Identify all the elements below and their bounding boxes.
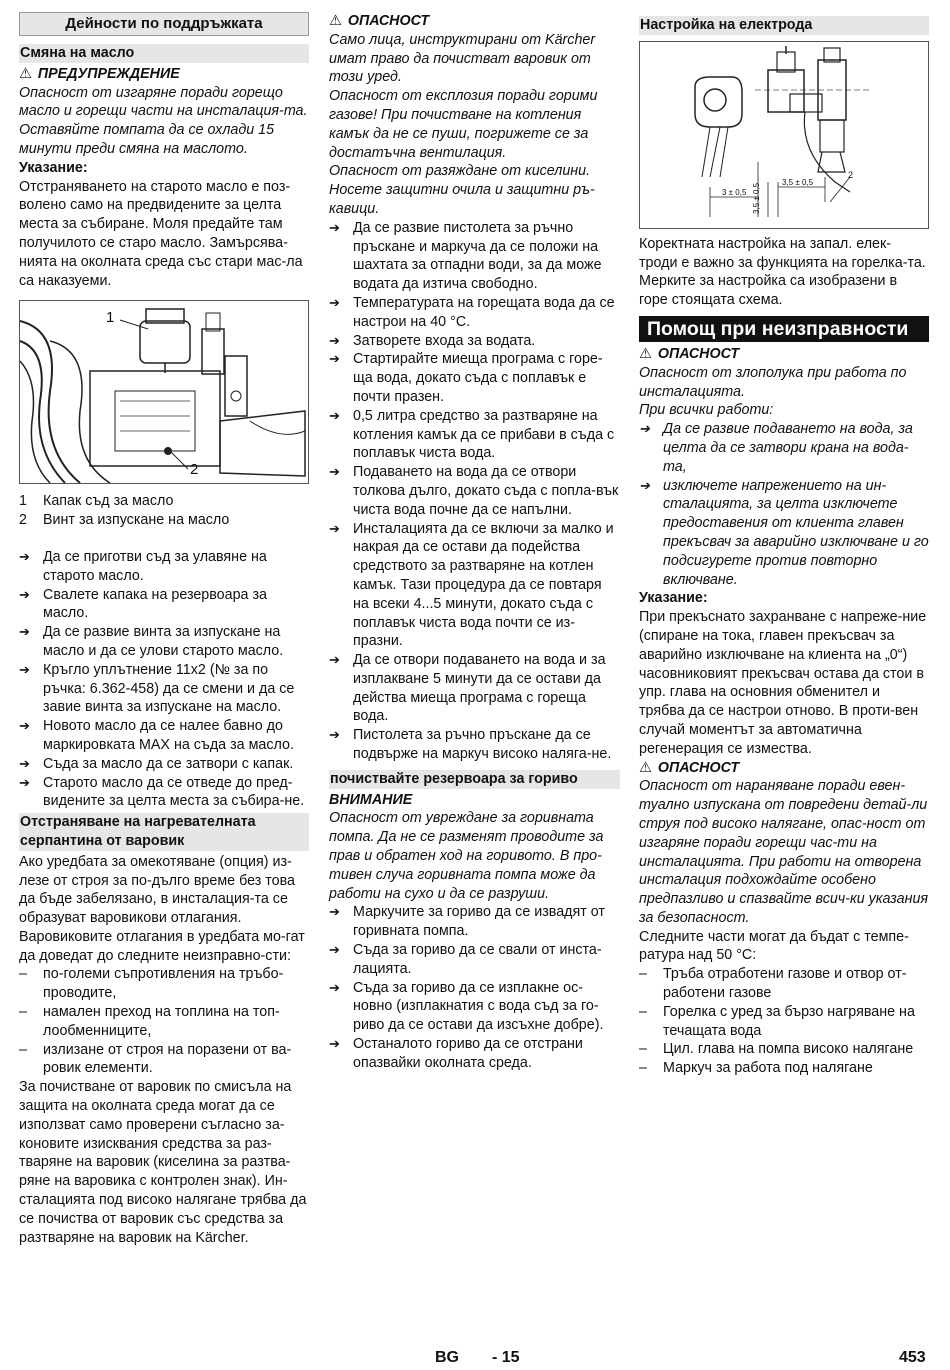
list-item: – по-големи съпротивления на тръбо-проводите, [19, 965, 309, 1003]
electrode-text: Коректната настройка на запал. елек-троди е важно за функцията на горелка-та. Мерките за настройка са изобразени в горе стоящата схема. [639, 235, 926, 309]
legend-item: 2 Винт за изпускане на масло [19, 512, 230, 529]
list-item: – намален преход на топлина на топ-лообменниците, [19, 1003, 309, 1041]
step-item: ➔ Стартирайте миеща програма с горе-ща вода, докато съда с поплавък е почти празен. [329, 350, 620, 406]
hot-parts-list [639, 965, 929, 1078]
step-item: ➔ Затворете входа за водата. [329, 332, 620, 351]
danger-text: Опасност от нараняване поради евен-туално изпускана от повредени детай-ли струя под високо налягане, опас-ност от изгаряне поради горещи час-ти на инсталацията. При работи на отворена инсталация подхождайте особено предпазливо и спазвайте всич-ки указания за безопасност. [639, 778, 929, 926]
figure-callout-1: 1 [106, 309, 115, 327]
section-heading-electrode: Настройка на електрода [639, 16, 929, 35]
step-item: ➔ Да се развие винта за изпускане на масло и да се улови старото масло. [19, 623, 309, 661]
descaling-steps [329, 219, 620, 764]
warning-heading [19, 65, 309, 84]
list-item: – излизане от строя на поразени от ва-ровик елементи. [19, 1041, 309, 1079]
list-item: – Горелка с уред за бързо нагряване на течащата вода [639, 1003, 929, 1041]
step-item: ➔ Кръгло уплътнение 11x2 (№ за по ръчка: 6.362-458) да се смени и да се завие винта за изпускане на масло. [19, 661, 309, 717]
legend-item: 1 Капак съд за масло [19, 493, 174, 510]
warning-triangle-icon: ⚠ [19, 65, 32, 82]
danger-text: Само лица, инструктирани от Kärcher имат право да почистват варовик от този уред. [329, 31, 596, 86]
note-label: Указание: [639, 590, 708, 607]
step-item: ➔ Старото масло да се отведе до пред-видените за целта места за събира-не. [19, 774, 309, 812]
step-item: ➔ Да се приготви съд за улавяне на старото масло. [19, 548, 309, 586]
list-item: – Тръба отработени газове и отвор от-работени газове [639, 965, 929, 1003]
descaling-intro: Ако уредбата за омекотяване (опция) из-лезе от строя за по-дълго време без това да бъде забелязано, в инсталация-та се образуват варовикови отлагания. Варовиковите отлагания в уредбата мо-гат да доведат до следните неизправно-сти: [19, 853, 305, 964]
danger-text: Опасност от експлозия поради горими газове! При почистване на котления камък да не се пуши, погрижете се за достатъчна вентилация. [329, 88, 598, 161]
step-item: ➔ Температурата на горещата вода да се настрои на 40 °C. [329, 294, 620, 332]
step-item: ➔ Подаването на вода да се отвори толкова дълго, докато съда с попла-вък чиста вода почне да се напълни. [329, 463, 620, 519]
attention-text: Опасност от увреждане за горивната помпа. Да не се разменят проводите за прав и обратен ход на горивото. В про-тивен случа горивната помпа може да работи на сухо и да се разруши. [329, 810, 604, 902]
step-item: ➔ Да се отвори подаването на вода и за изплакване 5 минути да се остави да действа миеща програма с гореща вода. [329, 651, 620, 726]
step-item: ➔ 0,5 литра средство за разтваряне на котления камък да се прибави в съда с поплавък чиста вода. [329, 407, 620, 463]
danger-label: ОПАСНОСТ [657, 345, 740, 362]
danger-label: ОПАСНОСТ [657, 759, 740, 776]
pump-oil-figure [19, 300, 309, 484]
step-item: ➔ изключете напрежението на ин-сталацията, за целта изключете предоставения от клиента главен прекъсвач за аварийно изключване и го подсигурете против повторно включване. [639, 477, 929, 590]
danger-text: При всички работи: [639, 402, 774, 419]
figure-callout-2: 2 [190, 461, 199, 479]
section-heading-descaling: Отстраняване на нагревателната серпантина от варовик [19, 813, 309, 851]
column-middle [329, 12, 620, 1073]
dimension-label: 2 [848, 169, 854, 180]
dimension-label: 3 ± 0,5 [722, 187, 747, 197]
column-left [19, 12, 309, 1247]
list-item: – Маркуч за работа под налягане [639, 1059, 929, 1078]
chapter-title: Дейности по поддръжката [19, 12, 309, 36]
step-item: ➔ Инсталацията да се включи за малко и накрая да се остави да подейства средството за разтваряне на котлен камък. Тази процедура да се повтаря на всеки 4...5 минути, докато съда с поплавък чиста вода почти се из-празни. [329, 520, 620, 652]
footer-page-number: 453 [899, 1349, 926, 1366]
step-item: ➔ Пистолета за ръчно пръскане да се подвърже на маркуч високо наляга-не. [329, 726, 620, 764]
warning-triangle-icon: ⚠ [639, 759, 652, 776]
warning-triangle-icon: ⚠ [329, 13, 342, 29]
descaling-outro: За почистване от варовик по смисъла на защита на околната среда могат да се използват само проверени съгласно за-коновите изисквания средства за раз-тваряне на варовик (киселина за разтва-ряне на варовика с контролен знак). Ин-сталацията под високо налягане трябва да се почиства от варовик със средства за разтваряне на варовик на Kärcher. [19, 1079, 307, 1246]
pump-illustration [20, 301, 308, 483]
step-item: ➔ Свалете капака на резервоара за масло. [19, 586, 309, 624]
step-item: ➔ Да се развие подаването на вода, за целта да се затвори крана на вода-та, [639, 420, 929, 476]
list-item: – Цил. глава на помпа високо налягане [639, 1040, 929, 1059]
descaling-consequences [19, 965, 309, 1078]
step-item: ➔ Маркучите за гориво да се извадят от горивната помпа. [329, 903, 620, 941]
dimension-label: 3,5 ± 0,5 [752, 182, 761, 214]
danger-heading [329, 12, 620, 31]
section-heading-oil-change: Смяна на масло [19, 44, 309, 63]
danger-heading [639, 759, 929, 778]
note-text: Отстраняването на старото масло е поз-волено само на предвидените за целта места за събиране. Моля предайте там получилото се старо масло. Замърсява-нията на околната среда със стари мас-ла са наказуеми. [19, 178, 303, 289]
warning-text: Опасност от изгаряне поради горещо масло и горещи части на инсталация-та. Оставяйте помпата да се охлади 15 минути преди смяна на маслото. [19, 84, 308, 157]
note-label: Указание: [19, 159, 88, 176]
note-text: При прекъснато захранване с напреже-ние (спиране на тока, главен прекъсвач за аварийно изключване на клиента на „0“) часовниковият прекъсвач остава да стои в упр. глава на основния обменител и трябва да се настрои отново. В проти-вен случай моментът за автоматична регенерация се измества. [639, 609, 927, 757]
troubleshooting-heading: Помощ при неизправности [639, 316, 929, 342]
figure-legend [19, 492, 309, 530]
danger-text: Опасност от злополука при работа по инсталацията. [639, 364, 907, 400]
step-item: ➔ Останалото гориво да се отстрани опазвайки околната среда. [329, 1035, 620, 1073]
danger-heading [639, 345, 929, 364]
step-item: ➔ Съда за масло да се затвори с капак. [19, 755, 309, 774]
danger-steps [639, 420, 929, 589]
electrode-figure [639, 41, 929, 229]
danger-text: Опасност от разяждане от киселини. Носете защитни очила и защитни ръ-кавици. [329, 163, 595, 217]
dimension-label: 3,5 ± 0,5 [782, 177, 814, 187]
footer-page-local: - 15 [492, 1349, 520, 1366]
attention-label: ВНИМАНИЕ [329, 791, 413, 808]
column-right [639, 12, 929, 1078]
oil-change-steps [19, 548, 309, 811]
step-item: ➔ Съда за гориво да се свали от инста-лацията. [329, 941, 620, 979]
fuel-tank-steps [329, 903, 620, 1072]
warning-triangle-icon: ⚠ [639, 345, 652, 362]
step-item: ➔ Новото масло да се налее бавно до маркировката MAX на съда за масло. [19, 717, 309, 755]
footer-language: BG [435, 1349, 459, 1366]
section-heading-fuel-tank: почиствайте резервоара за гориво [329, 770, 620, 789]
hot-parts-intro: Следните части могат да бъдат с темпе-ратура над 50 °C: [639, 928, 909, 964]
danger-label: ОПАСНОСТ [347, 13, 430, 29]
electrode-diagram [640, 42, 920, 228]
step-item: ➔ Да се развие пистолета за ръчно пръскане и маркуча да се положи на шахтата за отпадни води, за да може водата да изтича свободно. [329, 219, 620, 294]
warning-label: ПРЕДУПРЕЖДЕНИЕ [37, 65, 180, 82]
step-item: ➔ Съда за гориво да се изплакне ос-новно (изплакнатия с вода съд за го-риво да се остави да изсъхне добре). [329, 979, 620, 1035]
